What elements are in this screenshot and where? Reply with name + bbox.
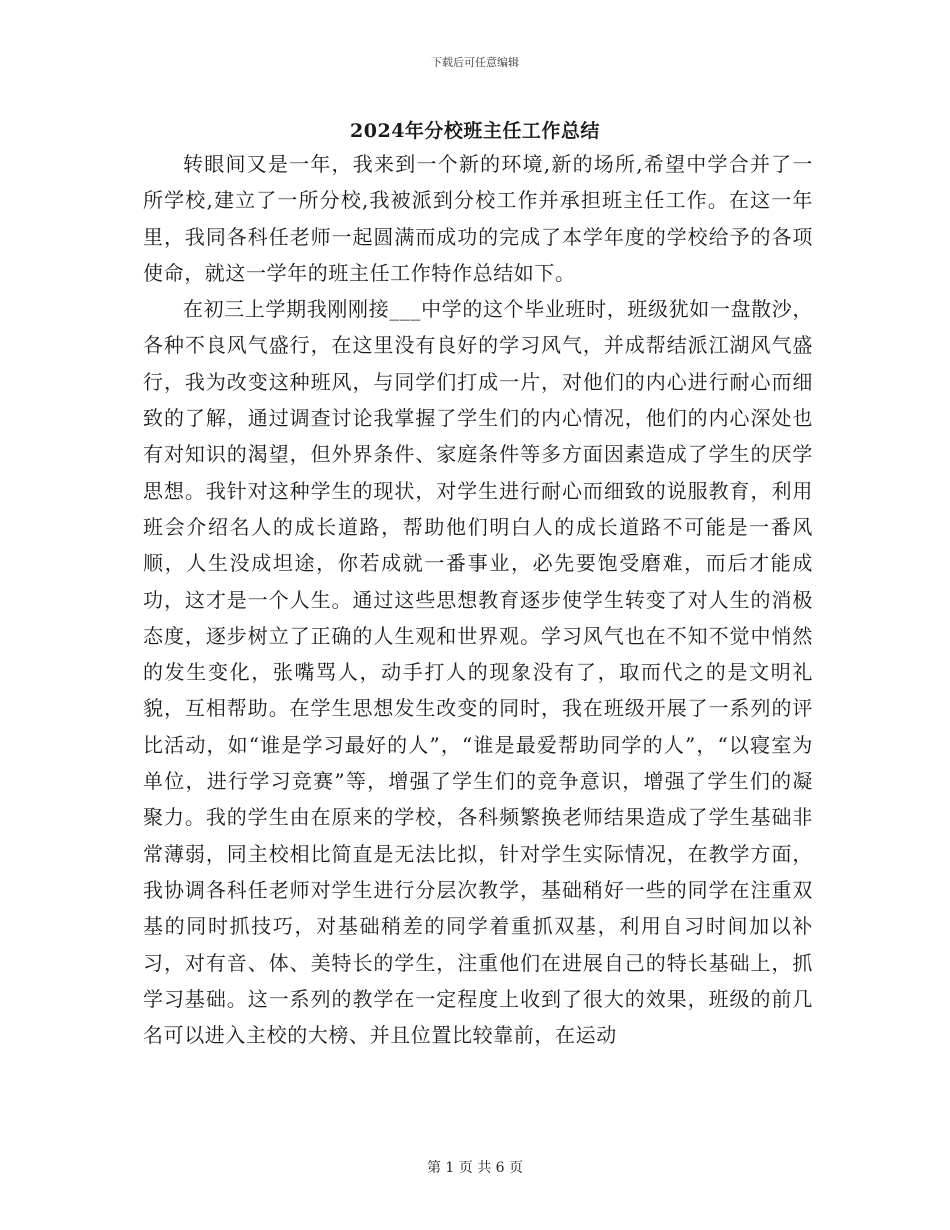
header-note: 下载后可任意编辑	[431, 56, 519, 69]
document-title: 2024年分校班主任工作总结	[350, 120, 600, 142]
paragraph: 转眼间又是一年，我来到一个新的环境,新的场所,希望中学合并了一所学校,建立了一所分校,我被派到分校工作并承担班主任工作。在这一年里，我同各科任老师一起圆满而成功的完成了本学年度的学校给予的各项使命，就这一学年的班主任工作特作总结如下。	[143, 152, 813, 285]
document-body	[143, 146, 813, 1053]
paragraph: 在初三上学期我刚刚接___中学的这个毕业班时，班级犹如一盘散沙，各种不良风气盛行，在这里没有良好的学习风气，并成帮结派江湖风气盛行，我为改变这种班风，与同学们打成一片，对他们的内心进行耐心而细致的了解，通过调查讨论我掌握了学生们的内心情况，他们的内心深处也有对知识的渴望，但外界条件、家庭条件等多方面因素造成了学生的厌学思想。我针对这种学生的现状，对学生进行耐心而细致的说服教育，利用班会介绍名人的成长道路，帮助他们明白人的成长道路不可能是一番风顺，人生没成坦途，你若成就一番事业，必先要饱受磨难，而后才能成功，这才是一个人生。通过这些思想教育逐步使学生转变了对人生的消极态度，逐步树立了正确的人生观和世界观。学习风气也在不知不觉中悄然的发生变化，张嘴骂人，动手打人的现象没有了，取而代之的是文明礼貌，互相帮助。在学生思想发生改变的同时，我在班级开展了一系列的评比活动，如“谁是学习最好的人”，“谁是最爱帮助同学的人”，“以寝室为单位，进行学习竞赛”等，增强了学生们的竞争意识，增强了学生们的凝聚力。我的学生由在原来的学校，各科频繁换老师结果造成了学生基础非常薄弱，同主校相比简直是无法比拟，针对学生实际情况，在教学方面，我协调各科任老师对学生进行分层次教学，基础稍好一些的同学在注重双基的同时抓技巧，对基础稍差的同学着重抓双基，利用自习时间加以补习，对有音、体、美特长的学生，注重他们在进展自己的特长基础上，抓学习基础。这一系列的教学在一定程度上收到了很大的效果，班级的前几名可以进入主校的大榜、并且位置比较靠前，在运动	[143, 297, 813, 1048]
page-footer: 第 1 页 共 6 页	[426, 1160, 524, 1176]
